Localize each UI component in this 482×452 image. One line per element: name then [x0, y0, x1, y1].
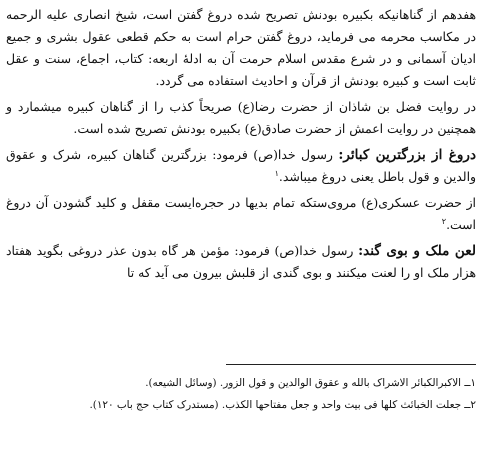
paragraph-angel-curse-text: رسول خدا(ص) فرمود: مؤمن هر گاه بدون عذر دروغی بگوید هفتاد هزار ملک او را لعنت میکنند و بوی گندی از قلبش بیرون می آید که تا — [6, 243, 476, 280]
paragraph-intro: هفدهم از گناهانیکه بکبیره بودنش تصریح شده دروغ گفتن است، شیخ انصاری علیه الرحمه در مکاسب محرمه می فرماید، دروغ گفتن حرام است به حکم قطعی عقول بشری و جمیع ادیان آسمانی و در شرع مقدس اسلام حرمت آن به ادلهٔ اربعه: کتاب، اجماع، سنت و عقل ثابت است و کبیره بودنش از قرآن و احادیث استفاده می گردد. — [6, 7, 477, 88]
paragraph-askari — [6, 192, 476, 236]
footnote-ref-1: ۱ — [274, 168, 279, 178]
paragraph-greatest-sins-text: رسول خدا(ص) فرمود: بزرگترین گناهان کبیره، شرک و عقوق والدین و قول باطل یعنی دروغ میباشد. — [6, 147, 476, 184]
footnote-separator — [226, 364, 476, 365]
paragraph-narration: در روایت فضل بن شاذان از حضرت رضا(ع) صریحاً کذب را از گناهان کبیره میشمارد و همچنین در روایت اعمش از حضرت صادق(ع) بکبیره بودنش تصریح شده است. — [6, 99, 476, 136]
footnote-ref-2: ۲ — [441, 216, 447, 226]
paragraph-greatest-sins — [6, 144, 476, 188]
footnote-1: ۱ــ الاکبرالکبائر الاشراک بالله و عقوق الوالدین و قول الزور. (وسائل الشیعه). — [145, 377, 476, 389]
footnote-2: ۲ــ جعلت الخبائث کلها فی بیت واحد و جعل مفتاحها الکذب. (مستدرک کتاب حج باب ۱۲۰). — [89, 399, 476, 411]
paragraph-askari-text: از حضرت عسکری(ع) مروی‌ستکه تمام بدیها در حجره‌ایست مقفل و کلید گشودن آن دروغ است. — [6, 195, 476, 232]
footnotes — [6, 372, 476, 416]
section-heading-greatest-sins: دروغ از بزرگترین کبائر: — [338, 147, 476, 163]
paragraph-angel-curse — [6, 240, 476, 284]
section-heading-angel-curse: لعن ملک و بوی گند: — [358, 243, 476, 259]
